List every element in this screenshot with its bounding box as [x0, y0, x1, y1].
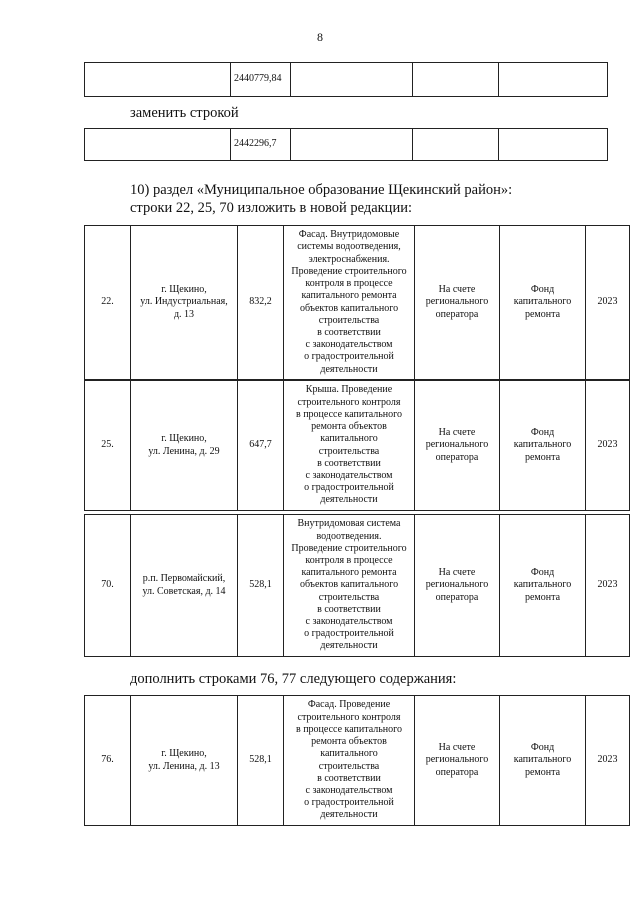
cell-line: о градостроительной [304, 628, 394, 640]
cell-line: г. Щекино, [161, 433, 207, 445]
cell-line: с законодательством [305, 616, 393, 627]
cell-line: На счете [438, 284, 476, 296]
cell-line: Фасад. Внутридомовые [298, 229, 400, 241]
append-instruction: дополнить строками 76, 77 следующего содержания: [130, 671, 457, 687]
cell-line: водоотведения. [316, 530, 382, 542]
cell-line: строительства [318, 445, 380, 457]
cell-line: строительного контроля [297, 396, 401, 408]
cell-line: объектов капитального [299, 579, 399, 591]
cell-line: электроснабжения. [308, 253, 390, 265]
cell-line: объектов капитального [299, 302, 399, 314]
area-cell: 528,1 [238, 696, 284, 826]
empty-cell [499, 129, 608, 161]
cell-line: Фонд [530, 284, 555, 296]
cell-line: в процессе капитального [295, 408, 403, 420]
cell-line: строительства [318, 760, 380, 772]
cell-line: с законодательством [305, 469, 393, 481]
cell-line: ремонта объектов [311, 736, 387, 748]
year-cell: 2023 [586, 515, 630, 657]
cell-line: Фасад. Проведение [307, 699, 391, 711]
row-number: 70. [85, 515, 131, 657]
account-cell [415, 515, 500, 657]
cell-line: в соответствии [317, 326, 381, 338]
cell-line: контроля в процессе [305, 278, 393, 290]
cell-line: регионального [425, 579, 489, 591]
cell-line: деятельности [320, 363, 378, 375]
row-table [84, 225, 630, 380]
cell-line: в соответствии [317, 457, 381, 469]
cell-line: регионального [425, 754, 489, 766]
cell-line: На счете [438, 427, 476, 439]
work-description [284, 515, 415, 657]
cell-line: с законодательством [305, 784, 393, 796]
cell-line: деятельности [320, 494, 378, 506]
year-cell: 2023 [586, 696, 630, 826]
cell-line: регионального [425, 439, 489, 451]
fund-cell [500, 515, 586, 657]
cell-line: капитального [320, 748, 378, 760]
empty-cell [499, 63, 608, 97]
sum-table-old [84, 62, 608, 97]
sum-value: 2440779,84 [231, 63, 291, 97]
cell-line: о градостроительной [304, 482, 394, 494]
cell-line: ремонта [524, 308, 561, 320]
cell-line: ул. Ленина, д. 13 [148, 760, 220, 772]
row-table [84, 695, 630, 826]
year-cell: 2023 [586, 381, 630, 511]
replace-instruction: заменить строкой [130, 105, 239, 121]
cell-line: регионального [425, 296, 489, 308]
row-number: 22. [85, 226, 131, 380]
fund-cell [500, 226, 586, 380]
cell-line: ул. Индустриальная, [140, 296, 228, 308]
empty-cell [291, 63, 413, 97]
cell-line: оператора [435, 308, 479, 320]
cell-line: о градостроительной [304, 351, 394, 363]
cell-line: капитального [513, 579, 572, 591]
cell-line: капитального [320, 433, 378, 445]
empty-cell [413, 63, 499, 97]
cell-line: оператора [435, 591, 479, 603]
fund-cell [500, 696, 586, 826]
cell-line: деятельности [320, 640, 378, 652]
account-cell [415, 381, 500, 511]
cell-line: ремонта [524, 766, 561, 778]
cell-line: в соответствии [317, 772, 381, 784]
cell-line: строительного контроля [297, 711, 401, 723]
work-description [284, 381, 415, 511]
cell-line: ул. Советская, д. 14 [142, 585, 226, 597]
area-cell: 832,2 [238, 226, 284, 380]
cell-line: капитального ремонта [301, 567, 397, 579]
section-heading-line1: 10) раздел «Муниципальное образование Щекинский район»: [130, 182, 513, 198]
cell-line: р.п. Первомайский, [142, 573, 226, 585]
cell-line: На счете [438, 567, 476, 579]
fund-cell [500, 381, 586, 511]
year-cell: 2023 [586, 226, 630, 380]
cell-line: ул. Ленина, д. 29 [148, 445, 220, 457]
cell-line: Фонд [530, 567, 555, 579]
empty-cell [85, 63, 231, 97]
address-cell [131, 515, 238, 657]
cell-line: капитального [513, 439, 572, 451]
section-heading-line2: строки 22, 25, 70 изложить в новой редакции: [130, 200, 412, 216]
address-cell [131, 381, 238, 511]
sum-value: 2442296,7 [231, 129, 291, 161]
cell-line: ремонта [524, 591, 561, 603]
row-table [84, 380, 630, 511]
empty-cell [413, 129, 499, 161]
row-number: 76. [85, 696, 131, 826]
cell-line: Внутридомовая система [297, 518, 401, 530]
table-row [85, 696, 630, 826]
cell-line: капитального ремонта [301, 290, 397, 302]
cell-line: оператора [435, 766, 479, 778]
table-row [85, 226, 630, 380]
cell-line: строительства [318, 314, 380, 326]
cell-line: Фонд [530, 427, 555, 439]
cell-line: Фонд [530, 742, 555, 754]
cell-line: Проведение строительного [291, 265, 407, 277]
sum-table-new [84, 128, 608, 161]
cell-line: ремонта [524, 451, 561, 463]
work-description [284, 696, 415, 826]
address-cell [131, 696, 238, 826]
cell-line: контроля в процессе [305, 554, 393, 566]
cell-line: с законодательством [305, 339, 393, 351]
page-number: 8 [317, 30, 323, 44]
area-cell: 647,7 [238, 381, 284, 511]
cell-line: строительства [318, 591, 380, 603]
cell-line: системы водоотведения, [297, 241, 401, 253]
cell-line: Крыша. Проведение [305, 384, 393, 396]
row-number: 25. [85, 381, 131, 511]
cell-line: в соответствии [317, 603, 381, 615]
account-cell [415, 696, 500, 826]
cell-line: д. 13 [173, 308, 195, 320]
cell-line: г. Щекино, [161, 284, 207, 296]
cell-line: Проведение строительного [291, 542, 407, 554]
cell-line: деятельности [320, 809, 378, 821]
account-cell [415, 226, 500, 380]
cell-line: г. Щекино, [161, 748, 207, 760]
cell-line: капитального [513, 296, 572, 308]
work-description [284, 226, 415, 380]
table-row [85, 515, 630, 657]
empty-cell [291, 129, 413, 161]
cell-line: оператора [435, 451, 479, 463]
cell-line: в процессе капитального [295, 723, 403, 735]
cell-line: о градостроительной [304, 797, 394, 809]
empty-cell [85, 129, 231, 161]
cell-line: На счете [438, 742, 476, 754]
area-cell: 528,1 [238, 515, 284, 657]
cell-line: капитального [513, 754, 572, 766]
cell-line: ремонта объектов [311, 421, 387, 433]
row-table [84, 514, 630, 657]
table-row [85, 381, 630, 511]
address-cell [131, 226, 238, 380]
